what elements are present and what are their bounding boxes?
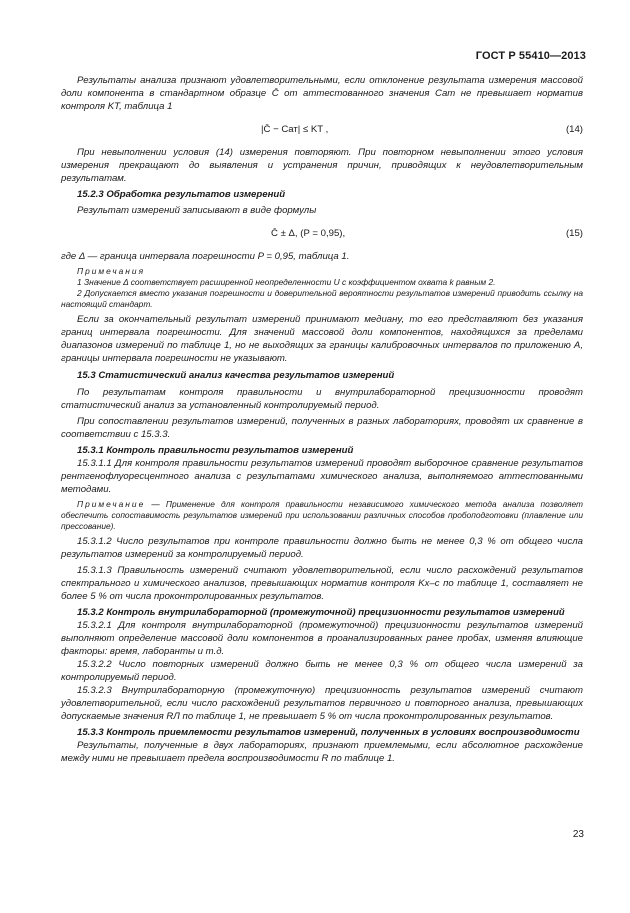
formula-14 xyxy=(61,117,583,143)
paragraph-15-3-2-3: 15.3.2.3 Внутрилабораторную (промежуточную) прецизионность результатов измерений считают удовлетворительной, если число расхождений результатов первичного и повторного анализа, превышающих допускаемые значения RЛ по таблице 1, не превышает 5 % от числа проконтролированных результатов. xyxy=(61,685,583,722)
notes-title: Примечания xyxy=(77,266,146,276)
paragraph-reproducibility: Результаты, полученные в двух лабораториях, признают приемлемыми, если абсолютное расхождение между ними не превышает предела воспроизводимости R по таблице 1. xyxy=(61,740,583,764)
heading-15-3-1: 15.3.1 Контроль правильности результатов измерений xyxy=(77,445,354,456)
paragraph-stat-analysis: По результатам контроля правильности и внутрилабораторной прецизионности проводят статистический анализ за установленный контролируемый период. xyxy=(61,387,583,411)
formula-14-number: (14) xyxy=(565,124,583,135)
note-3-text: — Применение для контроля правильности независимого химического метода анализа позволяет обеспечить сопоставимость результатов измерений при использовании различных способов пробоподготовки (плавление или прессование). xyxy=(61,499,583,531)
formula-15-number: (15) xyxy=(565,228,583,239)
formula-14-expression: |C̄ − Cат| ≤ KT , xyxy=(261,124,329,135)
heading-15-2-3: 15.2.3 Обработка результатов измерений xyxy=(77,189,286,200)
note-3 xyxy=(61,499,583,532)
paragraph-formula-intro: Результат измерений записывают в виде формулы xyxy=(77,205,317,216)
paragraph-15-3-1-3: 15.3.1.3 Правильность измерений считают удовлетворительной, если число расхождений результатов спектрального и химического анализов, превышающих норматив контроля Kх–с по таблице 1, составляет не более 5 % от числа проконтролированных результатов. xyxy=(61,565,583,602)
note-2: 2 Допускается вместо указания погрешности и доверительной вероятности результатов измерений приводить ссылку на настоящий стандарт. xyxy=(61,288,583,309)
paragraph-15-3-1-1: 15.3.1.1 Для контроля правильности результатов измерений проводят выборочное сравнение результатов рентгенофлуоресцентного анализа с результатами химического анализа, выполняемого аттестованными методами. xyxy=(61,458,583,495)
page-content xyxy=(61,74,583,768)
paragraph-delta: где Δ — граница интервала погрешности P = 0,95, таблица 1. xyxy=(61,251,350,262)
page-number: 23 xyxy=(572,829,584,840)
heading-15-3-2: 15.3.2 Контроль внутрилабораторной (промежуточной) прецизионности результатов измерений xyxy=(77,607,565,618)
formula-15-expression: C̄ ± Δ, (P = 0,95), xyxy=(271,228,346,239)
paragraph-repeat: При невыполнении условия (14) измерения повторяют. При повторном невыполнении этого условия измерения прекращают до выявления и устранения причин, приводящих к неудовлетворительным результатам. xyxy=(61,147,583,184)
paragraph-comparison: При сопоставлении результатов измерений, полученных в разных лабораториях, проводят их сравнение в соответствии с 15.3.3. xyxy=(61,416,583,440)
note-3-title: Примечание xyxy=(77,499,146,509)
paragraph-median: Если за окончательный результат измерений принимают медиану, то его представляют без указания границ интервала погрешности. Для значений массовой доли компонентов, находящихся за пределами диапазонов измерений по таблице 1, но не выходящих за границы калибровочных интервалов по приложению А, границы интервала погрешности не указывают. xyxy=(61,314,583,364)
paragraph-acceptance: Результаты анализа признают удовлетворительными, если отклонение результата измерения массовой доли компонента в стандартном образце C̄ от аттестованного значения Cат не превышает норматив контроля KT, таблица 1 xyxy=(61,75,583,112)
standard-header: ГОСТ Р 55410—2013 xyxy=(475,50,586,62)
paragraph-15-3-2-1: 15.3.2.1 Для контроля внутрилабораторной (промежуточной) прецизионности результатов измерений выполняют определение массовой доли компонентов в проанализированных ранее пробах, изменяя влияющие факторы: время, лаборанты и т.д. xyxy=(61,620,583,657)
paragraph-15-3-1-2: 15.3.1.2 Число результатов при контроле правильности должно быть не менее 0,3 % от общего числа результатов измерений за контролируемый период. xyxy=(61,536,583,560)
heading-15-3: 15.3 Статистический анализ качества результатов измерений xyxy=(77,370,395,381)
paragraph-15-3-2-2: 15.3.2.2 Число повторных измерений должно быть не менее 0,3 % от общего числа измерений за контролируемый период. xyxy=(61,659,583,683)
heading-15-3-3: 15.3.3 Контроль приемлемости результатов измерений, полученных в условиях воспроизводимости xyxy=(77,727,580,738)
note-1: 1 Значение Δ соответствует расширенной неопределенности U с коэффициентом охвата k равным 2. xyxy=(77,277,496,287)
formula-15 xyxy=(61,221,583,247)
